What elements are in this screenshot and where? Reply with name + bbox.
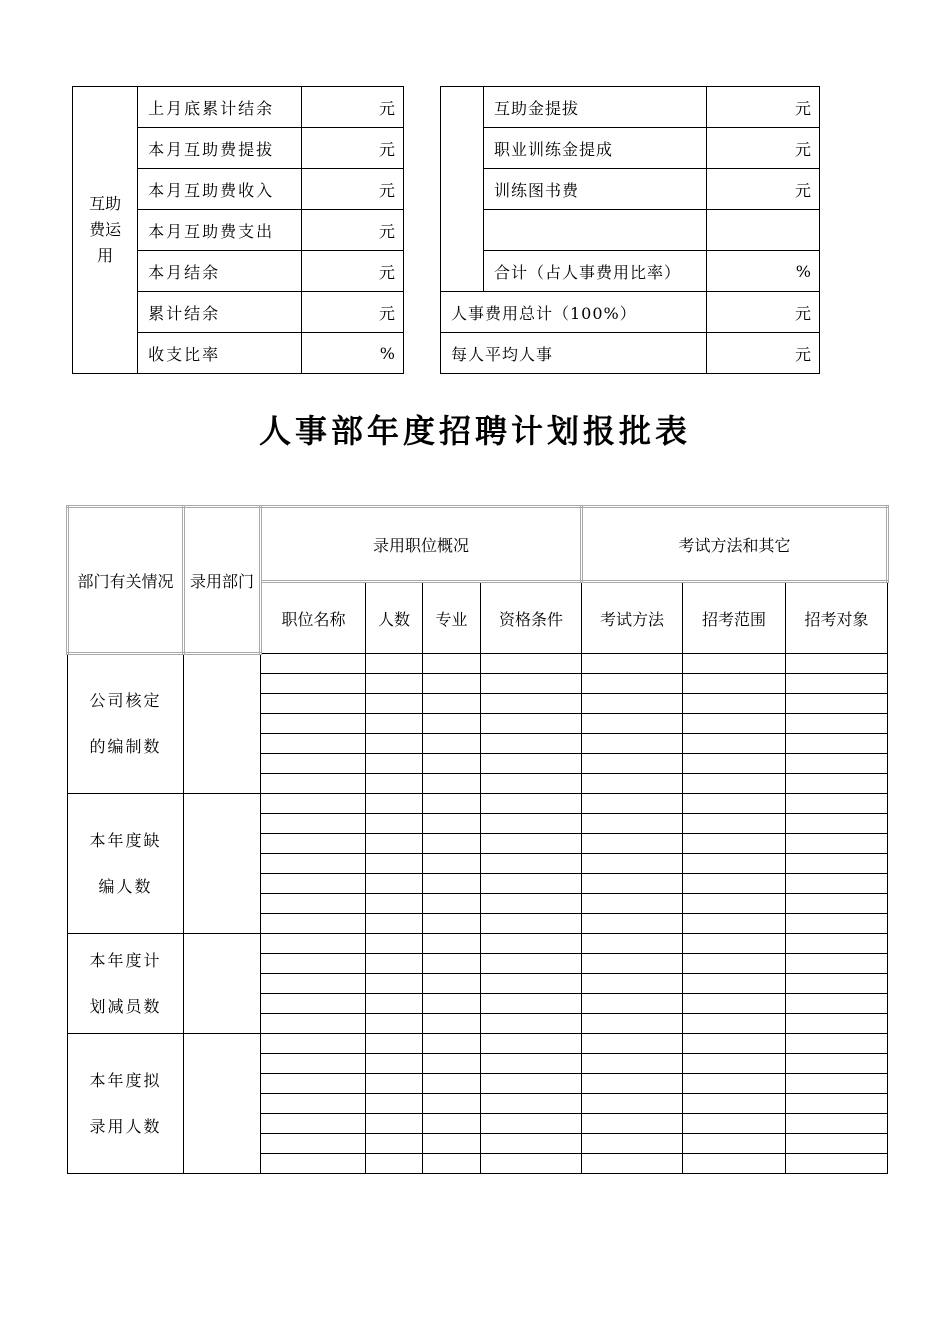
table-cell[interactable] [423, 694, 481, 714]
fund-category-line: 费运 [89, 220, 122, 239]
table-cell[interactable] [481, 1094, 582, 1114]
table-cell[interactable] [481, 734, 582, 754]
table-cell[interactable] [786, 954, 888, 974]
table-cell[interactable] [366, 1094, 423, 1114]
table-cell[interactable] [683, 1154, 786, 1174]
table-cell[interactable] [786, 1034, 888, 1054]
blank-category-cell [441, 87, 484, 292]
table-cell[interactable] [481, 914, 582, 934]
fund-row-label: 上月底累计结余 [138, 87, 302, 128]
table-cell[interactable] [423, 654, 481, 674]
table-cell[interactable] [423, 1094, 481, 1114]
table-cell[interactable] [423, 814, 481, 834]
section-rows [68, 1034, 888, 1174]
table-cell[interactable] [582, 1014, 683, 1034]
fund-row-unit[interactable]: 元 [301, 210, 403, 251]
table-cell[interactable] [786, 854, 888, 874]
table-cell[interactable] [481, 994, 582, 1014]
table-cell[interactable] [366, 694, 423, 714]
table-cell[interactable] [261, 854, 366, 874]
table-cell[interactable] [683, 754, 786, 774]
table-cell[interactable] [786, 1074, 888, 1094]
table-cell[interactable] [366, 914, 423, 934]
table-cell[interactable] [786, 1094, 888, 1114]
table-cell[interactable] [683, 814, 786, 834]
table-cell[interactable] [786, 874, 888, 894]
table-cell[interactable] [786, 894, 888, 914]
table-cell[interactable] [582, 654, 683, 674]
table-cell[interactable] [683, 1114, 786, 1134]
table-cell[interactable] [481, 814, 582, 834]
fund-row-label: 收支比率 [138, 333, 302, 374]
table-cell[interactable] [582, 934, 683, 954]
fund-row-unit[interactable]: 元 [301, 128, 403, 169]
table-cell[interactable] [366, 774, 423, 794]
table-cell[interactable] [582, 1034, 683, 1054]
table-cell[interactable] [786, 1114, 888, 1134]
fund-row-unit[interactable]: % [301, 333, 403, 374]
table-cell[interactable] [366, 934, 423, 954]
table-row [68, 1034, 888, 1054]
fund-category-cell [73, 87, 138, 374]
table-cell[interactable] [261, 734, 366, 754]
table-cell[interactable] [261, 914, 366, 934]
page-title: 人事部年度招聘计划报批表 [258, 412, 691, 450]
table-cell[interactable] [481, 954, 582, 974]
table-cell[interactable] [683, 894, 786, 914]
table-cell[interactable] [786, 814, 888, 834]
table-cell[interactable] [261, 1014, 366, 1034]
table-cell[interactable] [683, 654, 786, 674]
table-cell[interactable] [366, 654, 423, 674]
cost-row-label: 互助金提拔 [484, 87, 707, 128]
section-label-cell [68, 794, 184, 934]
table-cell[interactable] [582, 674, 683, 694]
table-cell[interactable] [582, 774, 683, 794]
table-cell[interactable] [261, 1134, 366, 1154]
table-cell[interactable] [481, 1054, 582, 1074]
table-cell[interactable] [366, 1034, 423, 1054]
table-cell[interactable] [481, 1014, 582, 1034]
table-cell[interactable] [366, 1014, 423, 1034]
section-label-line: 编人数 [98, 876, 153, 896]
table-cell[interactable] [423, 1154, 481, 1174]
table-cell[interactable] [481, 794, 582, 814]
header-exam-scope: 招考范围 [683, 582, 786, 654]
table-cell[interactable] [481, 1134, 582, 1154]
table-cell[interactable] [366, 814, 423, 834]
table-cell[interactable] [261, 1054, 366, 1074]
table-cell[interactable] [582, 734, 683, 754]
section-label-line: 录用人数 [89, 1116, 162, 1136]
table-cell[interactable] [582, 954, 683, 974]
table-cell[interactable] [582, 714, 683, 734]
table-cell[interactable] [261, 1034, 366, 1054]
table-cell[interactable] [423, 974, 481, 994]
table-cell[interactable] [261, 834, 366, 854]
table-cell[interactable] [582, 794, 683, 814]
table-row [68, 654, 888, 674]
table-cell[interactable] [786, 1134, 888, 1154]
table-cell[interactable] [366, 1134, 423, 1154]
table-cell[interactable] [786, 774, 888, 794]
hiring-dept-cell[interactable] [184, 1034, 261, 1174]
hiring-dept-cell[interactable] [184, 934, 261, 1034]
table-cell[interactable] [261, 874, 366, 894]
table-cell[interactable] [683, 954, 786, 974]
fund-row-label: 本月互助费支出 [138, 210, 302, 251]
table-cell[interactable] [423, 674, 481, 694]
table-cell[interactable] [683, 1034, 786, 1054]
table-cell[interactable] [366, 954, 423, 974]
table-cell[interactable] [423, 1134, 481, 1154]
table-cell[interactable] [786, 654, 888, 674]
section-rows [68, 794, 888, 934]
table-cell[interactable] [366, 994, 423, 1014]
table-cell[interactable] [582, 694, 683, 714]
table-cell[interactable] [786, 1154, 888, 1174]
cost-row-unit[interactable]: 元 [707, 87, 820, 128]
table-cell[interactable] [261, 814, 366, 834]
section-label-line: 本年度计 [89, 950, 162, 970]
table-cell[interactable] [786, 1014, 888, 1034]
table-cell[interactable] [366, 734, 423, 754]
cost-row-label: 合计（占人事费用比率） [484, 251, 707, 292]
table-cell[interactable] [786, 974, 888, 994]
table-cell[interactable] [423, 834, 481, 854]
cost-row-unit[interactable] [707, 210, 820, 251]
table-cell[interactable] [481, 934, 582, 954]
table-row [68, 934, 888, 954]
table-cell[interactable] [582, 1094, 683, 1114]
table-cell[interactable] [481, 834, 582, 854]
table-cell[interactable] [366, 714, 423, 734]
section-label-line: 本年度缺 [89, 830, 162, 850]
table-cell[interactable] [423, 734, 481, 754]
table-cell[interactable] [582, 994, 683, 1014]
table-cell[interactable] [423, 994, 481, 1014]
table-cell[interactable] [261, 934, 366, 954]
table-cell[interactable] [481, 874, 582, 894]
table-cell[interactable] [683, 694, 786, 714]
table-cell[interactable] [366, 674, 423, 694]
table-cell[interactable] [366, 1074, 423, 1094]
recruitment-plan-table [66, 505, 889, 1174]
table-cell[interactable] [582, 1154, 683, 1174]
table-cell[interactable] [786, 994, 888, 1014]
table-cell[interactable] [366, 1154, 423, 1174]
table-cell[interactable] [261, 1154, 366, 1174]
table-cell[interactable] [481, 694, 582, 714]
table-cell[interactable] [683, 974, 786, 994]
table-cell[interactable] [481, 1074, 582, 1094]
table-cell[interactable] [683, 774, 786, 794]
fund-row-unit[interactable]: 元 [301, 251, 403, 292]
table-cell[interactable] [481, 674, 582, 694]
table-cell[interactable] [481, 1114, 582, 1134]
cost-row-label: 训练图书费 [484, 169, 707, 210]
table-cell[interactable] [481, 774, 582, 794]
table-cell[interactable] [786, 674, 888, 694]
fund-row-unit[interactable]: 元 [301, 87, 403, 128]
table-cell[interactable] [423, 794, 481, 814]
table-cell[interactable] [786, 834, 888, 854]
hiring-dept-cell[interactable] [184, 654, 261, 794]
table-cell[interactable] [582, 1074, 683, 1094]
table-cell[interactable] [423, 934, 481, 954]
table-cell[interactable] [366, 794, 423, 814]
fund-row-unit[interactable]: 元 [301, 169, 403, 210]
fund-category-line: 用 [97, 246, 114, 265]
table-cell[interactable] [481, 654, 582, 674]
section-label-line: 的编制数 [89, 737, 162, 756]
table-cell[interactable] [261, 1074, 366, 1094]
header-position-overview: 录用职位概况 [261, 507, 582, 582]
header-exam-method: 考试方法和其它 [582, 507, 888, 582]
cost-row-unit[interactable]: 元 [707, 128, 820, 169]
table-cell[interactable] [481, 1034, 582, 1054]
table-cell[interactable] [481, 754, 582, 774]
header-headcount: 人数 [366, 582, 423, 654]
table-cell[interactable] [423, 1114, 481, 1134]
table-cell[interactable] [683, 714, 786, 734]
section-rows [68, 934, 888, 1034]
table-cell[interactable] [683, 934, 786, 954]
table-cell[interactable] [261, 674, 366, 694]
table-cell[interactable] [423, 714, 481, 734]
table-cell[interactable] [683, 1134, 786, 1154]
table-cell[interactable] [261, 714, 366, 734]
table-cell[interactable] [582, 754, 683, 774]
header-exam-type: 考试方法 [582, 582, 683, 654]
fund-category-line: 互助 [89, 194, 122, 213]
fund-usage-table [72, 86, 404, 374]
cost-total-label: 人事费用总计（100%） [441, 292, 707, 333]
table-cell[interactable] [786, 694, 888, 714]
fund-row-label: 本月结余 [138, 251, 302, 292]
cost-row-unit[interactable]: % [707, 251, 820, 292]
table-cell[interactable] [261, 1094, 366, 1114]
table-cell[interactable] [423, 1014, 481, 1034]
table-cell[interactable] [366, 754, 423, 774]
header-position-name: 职位名称 [261, 582, 366, 654]
section-label-cell [68, 654, 184, 794]
table-cell[interactable] [683, 1054, 786, 1074]
table-cell[interactable] [582, 974, 683, 994]
table-cell[interactable] [261, 954, 366, 974]
table-cell[interactable] [423, 1054, 481, 1074]
personnel-cost-table [440, 86, 820, 374]
table-cell[interactable] [481, 854, 582, 874]
fund-row-label: 累计结余 [138, 292, 302, 333]
table-cell[interactable] [261, 694, 366, 714]
table-cell[interactable] [261, 794, 366, 814]
table-cell[interactable] [481, 1154, 582, 1174]
table-cell[interactable] [786, 754, 888, 774]
table-row [68, 794, 888, 814]
table-cell[interactable] [582, 1054, 683, 1074]
table-cell[interactable] [366, 834, 423, 854]
section-label-cell [68, 1034, 184, 1174]
table-cell[interactable] [423, 1074, 481, 1094]
header-exam-target: 招考对象 [786, 582, 888, 654]
table-cell[interactable] [582, 834, 683, 854]
table-cell[interactable] [683, 1074, 786, 1094]
table-cell[interactable] [786, 714, 888, 734]
table-cell[interactable] [582, 814, 683, 834]
table-cell[interactable] [423, 914, 481, 934]
table-cell[interactable] [423, 894, 481, 914]
table-cell[interactable] [683, 834, 786, 854]
section-label-cell [68, 934, 184, 1034]
section-label-line: 划减员数 [89, 996, 162, 1016]
table-cell[interactable] [683, 1014, 786, 1034]
section-label-line: 公司核定 [89, 691, 162, 710]
cost-row-label: 职业训练金提成 [484, 128, 707, 169]
table-cell[interactable] [261, 1114, 366, 1134]
table-cell[interactable] [366, 894, 423, 914]
table-cell[interactable] [582, 914, 683, 934]
table-cell[interactable] [683, 854, 786, 874]
table-cell[interactable] [423, 774, 481, 794]
table-cell[interactable] [683, 734, 786, 754]
table-cell[interactable] [366, 874, 423, 894]
table-cell[interactable] [786, 1054, 888, 1074]
table-cell[interactable] [481, 714, 582, 734]
header-qualification: 资格条件 [481, 582, 582, 654]
table-cell[interactable] [683, 794, 786, 814]
fund-row-label: 本月互助费提拔 [138, 128, 302, 169]
table-cell[interactable] [683, 874, 786, 894]
table-cell[interactable] [481, 894, 582, 914]
header-major: 专业 [423, 582, 481, 654]
table-cell[interactable] [423, 754, 481, 774]
table-cell[interactable] [261, 994, 366, 1014]
table-cell[interactable] [683, 994, 786, 1014]
fund-row-unit[interactable]: 元 [301, 292, 403, 333]
table-cell[interactable] [786, 934, 888, 954]
table-cell[interactable] [261, 774, 366, 794]
header-hiring-dept: 录用部门 [184, 507, 261, 654]
table-cell[interactable] [366, 1054, 423, 1074]
cost-total-unit[interactable]: 元 [707, 333, 820, 374]
table-cell[interactable] [582, 1114, 683, 1134]
table-cell[interactable] [786, 794, 888, 814]
cost-total-unit[interactable]: 元 [707, 292, 820, 333]
table-cell[interactable] [786, 734, 888, 754]
cost-row-label [484, 210, 707, 251]
table-cell[interactable] [261, 654, 366, 674]
table-cell[interactable] [366, 974, 423, 994]
table-cell[interactable] [423, 874, 481, 894]
table-cell[interactable] [582, 1134, 683, 1154]
table-cell[interactable] [261, 974, 366, 994]
table-cell[interactable] [786, 914, 888, 934]
hiring-dept-cell[interactable] [184, 794, 261, 934]
table-cell[interactable] [683, 1094, 786, 1114]
table-cell[interactable] [423, 1034, 481, 1054]
header-dept-info: 部门有关情况 [68, 507, 184, 654]
table-cell[interactable] [582, 854, 683, 874]
table-cell[interactable] [582, 894, 683, 914]
table-cell[interactable] [683, 674, 786, 694]
table-cell[interactable] [423, 854, 481, 874]
table-cell[interactable] [261, 754, 366, 774]
cost-total-label: 每人平均人事 [441, 333, 707, 374]
table-cell[interactable] [582, 874, 683, 894]
table-cell[interactable] [366, 1114, 423, 1134]
section-label-line: 本年度拟 [89, 1070, 162, 1090]
fund-row-label: 本月互助费收入 [138, 169, 302, 210]
table-cell[interactable] [366, 854, 423, 874]
table-cell[interactable] [481, 974, 582, 994]
table-cell[interactable] [683, 914, 786, 934]
section-rows [68, 654, 888, 794]
cost-row-unit[interactable]: 元 [707, 169, 820, 210]
table-cell[interactable] [261, 894, 366, 914]
table-cell[interactable] [423, 954, 481, 974]
